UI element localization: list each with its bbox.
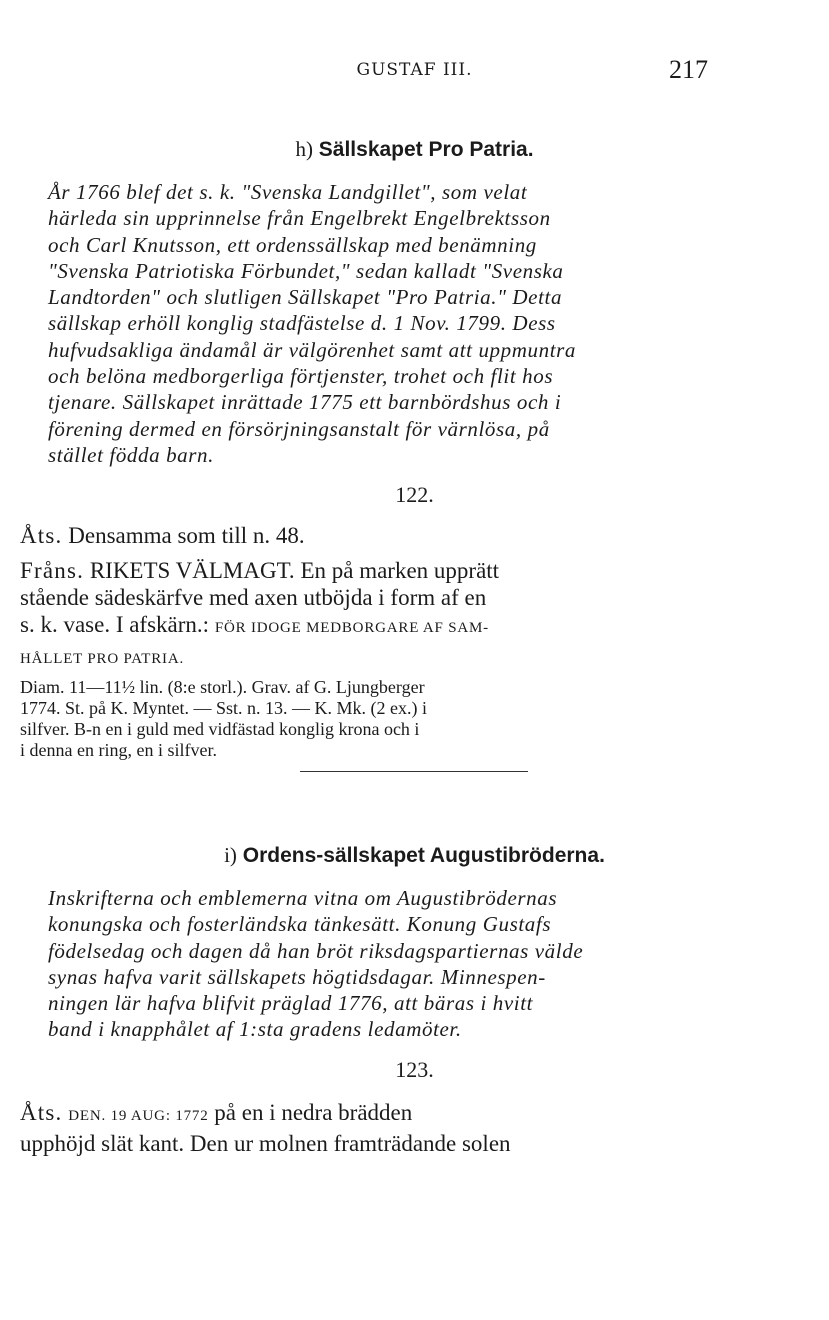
reverse-line-2: stående sädeskärfve med axen utböjda i form af en [20,585,487,610]
text-line: synas hafva varit sällskapets högtidsdagar. Minnespen- [48,964,546,989]
reverse-line-4 [20,642,680,673]
entry-123-description [20,1099,680,1157]
text-line: och Carl Knutsson, ett ordenssällskap med benämning [48,232,537,257]
obverse-line [20,522,680,549]
text-line: stället födda barn. [48,442,214,467]
text-line: Landtorden" och slutligen Sällskapet "Pro Patria." Detta [48,285,563,310]
obverse-label: Åts. [20,1100,63,1125]
obverse-line [20,1099,680,1130]
text-line: ningen lär hafva blifvit präglad 1776, att bäras i hvitt [48,991,534,1016]
reverse-line-1 [20,557,680,584]
entry-number-122: 122. [395,482,434,507]
detail-line: i denna en ring, en i silfver. [20,740,217,760]
obverse-text: Densamma som till n. 48. [68,523,305,548]
section-title: Sällskapet Pro Patria. [318,138,534,161]
entry-122-details [20,677,700,761]
text-line: Inskrifterna och emblemerna vitna om Augustibrödernas [48,886,558,910]
exergue-inscription: HÅLLET PRO PATRIA. [20,651,185,667]
section-letter: h) [295,137,313,161]
exergue-inscription: FÖR IDOGE MEDBORGARE AF SAM- [214,620,489,636]
reverse-text: s. k. vase. I afskärn.: [20,612,210,637]
text-line: och belöna medborgerliga förtjenster, trohet och flit hos [48,364,554,389]
section-heading-i [0,843,829,868]
reverse-line-3 [20,611,680,642]
section-heading-h [0,137,829,162]
detail-line: Diam. 11—11½ lin. (8:e storl.). Grav. af G. Ljungberger [20,677,425,697]
text-line: förening dermed en försörjningsanstalt för värnlösa, på [48,416,550,441]
entry-122-description [20,522,680,673]
section-i-description [48,885,688,1043]
section-divider [300,771,528,772]
entry-number-123: 123. [395,1057,434,1082]
text-line: År 1766 blef det s. k. "Svenska Landgillet", som velat [48,180,528,204]
text-line: band i knapphålet af 1:sta gradens ledamöter. [48,1017,462,1042]
running-header: GUSTAF III. [356,60,473,80]
reverse-text: En på marken upprätt [300,558,500,583]
text-line: hufvudsakliga ändamål är välgörenhet samt att uppmuntra [48,337,577,362]
section-letter: i) [224,843,237,867]
text-line: härleda sin upprinnelse från Engelbrekt Engelbrektsson [48,206,551,231]
text-line: tjenare. Sällskapet inrättade 1775 ett barnbördshus och i [48,390,562,415]
text-line: födelsedag och dagen då han bröt riksdagspartiernas välde [48,938,584,963]
reverse-label: Fråns. [20,558,85,583]
obverse-line-2: upphöjd slät kant. Den ur molnen framträdande solen [20,1131,511,1156]
section-title: Ordens-sällskapet Augustibröderna. [242,844,605,867]
detail-line: 1774. St. på K. Myntet. — Sst. n. 13. — K. Mk. (2 ex.) i [20,698,427,718]
obverse-inscription: DEN. 19 AUG: 1772 [68,1108,209,1124]
reverse-inscription: RIKETS VÄLMAGT. [89,558,295,583]
text-line: sällskap erhöll konglig stadfästelse d. 1 Nov. 1799. Dess [48,311,556,336]
obverse-text: på en i nedra brädden [214,1100,413,1125]
detail-line: silfver. B-n en i guld med vidfästad konglig krona och i [20,719,420,739]
section-h-description [48,179,688,468]
text-line: konungska och fosterländska tänkesätt. Konung Gustafs [48,912,552,937]
text-line: "Svenska Patriotiska Förbundet," sedan kalladt "Svenska [48,258,564,283]
page-number: 217 [669,55,708,84]
obverse-label: Åts. [20,523,63,548]
